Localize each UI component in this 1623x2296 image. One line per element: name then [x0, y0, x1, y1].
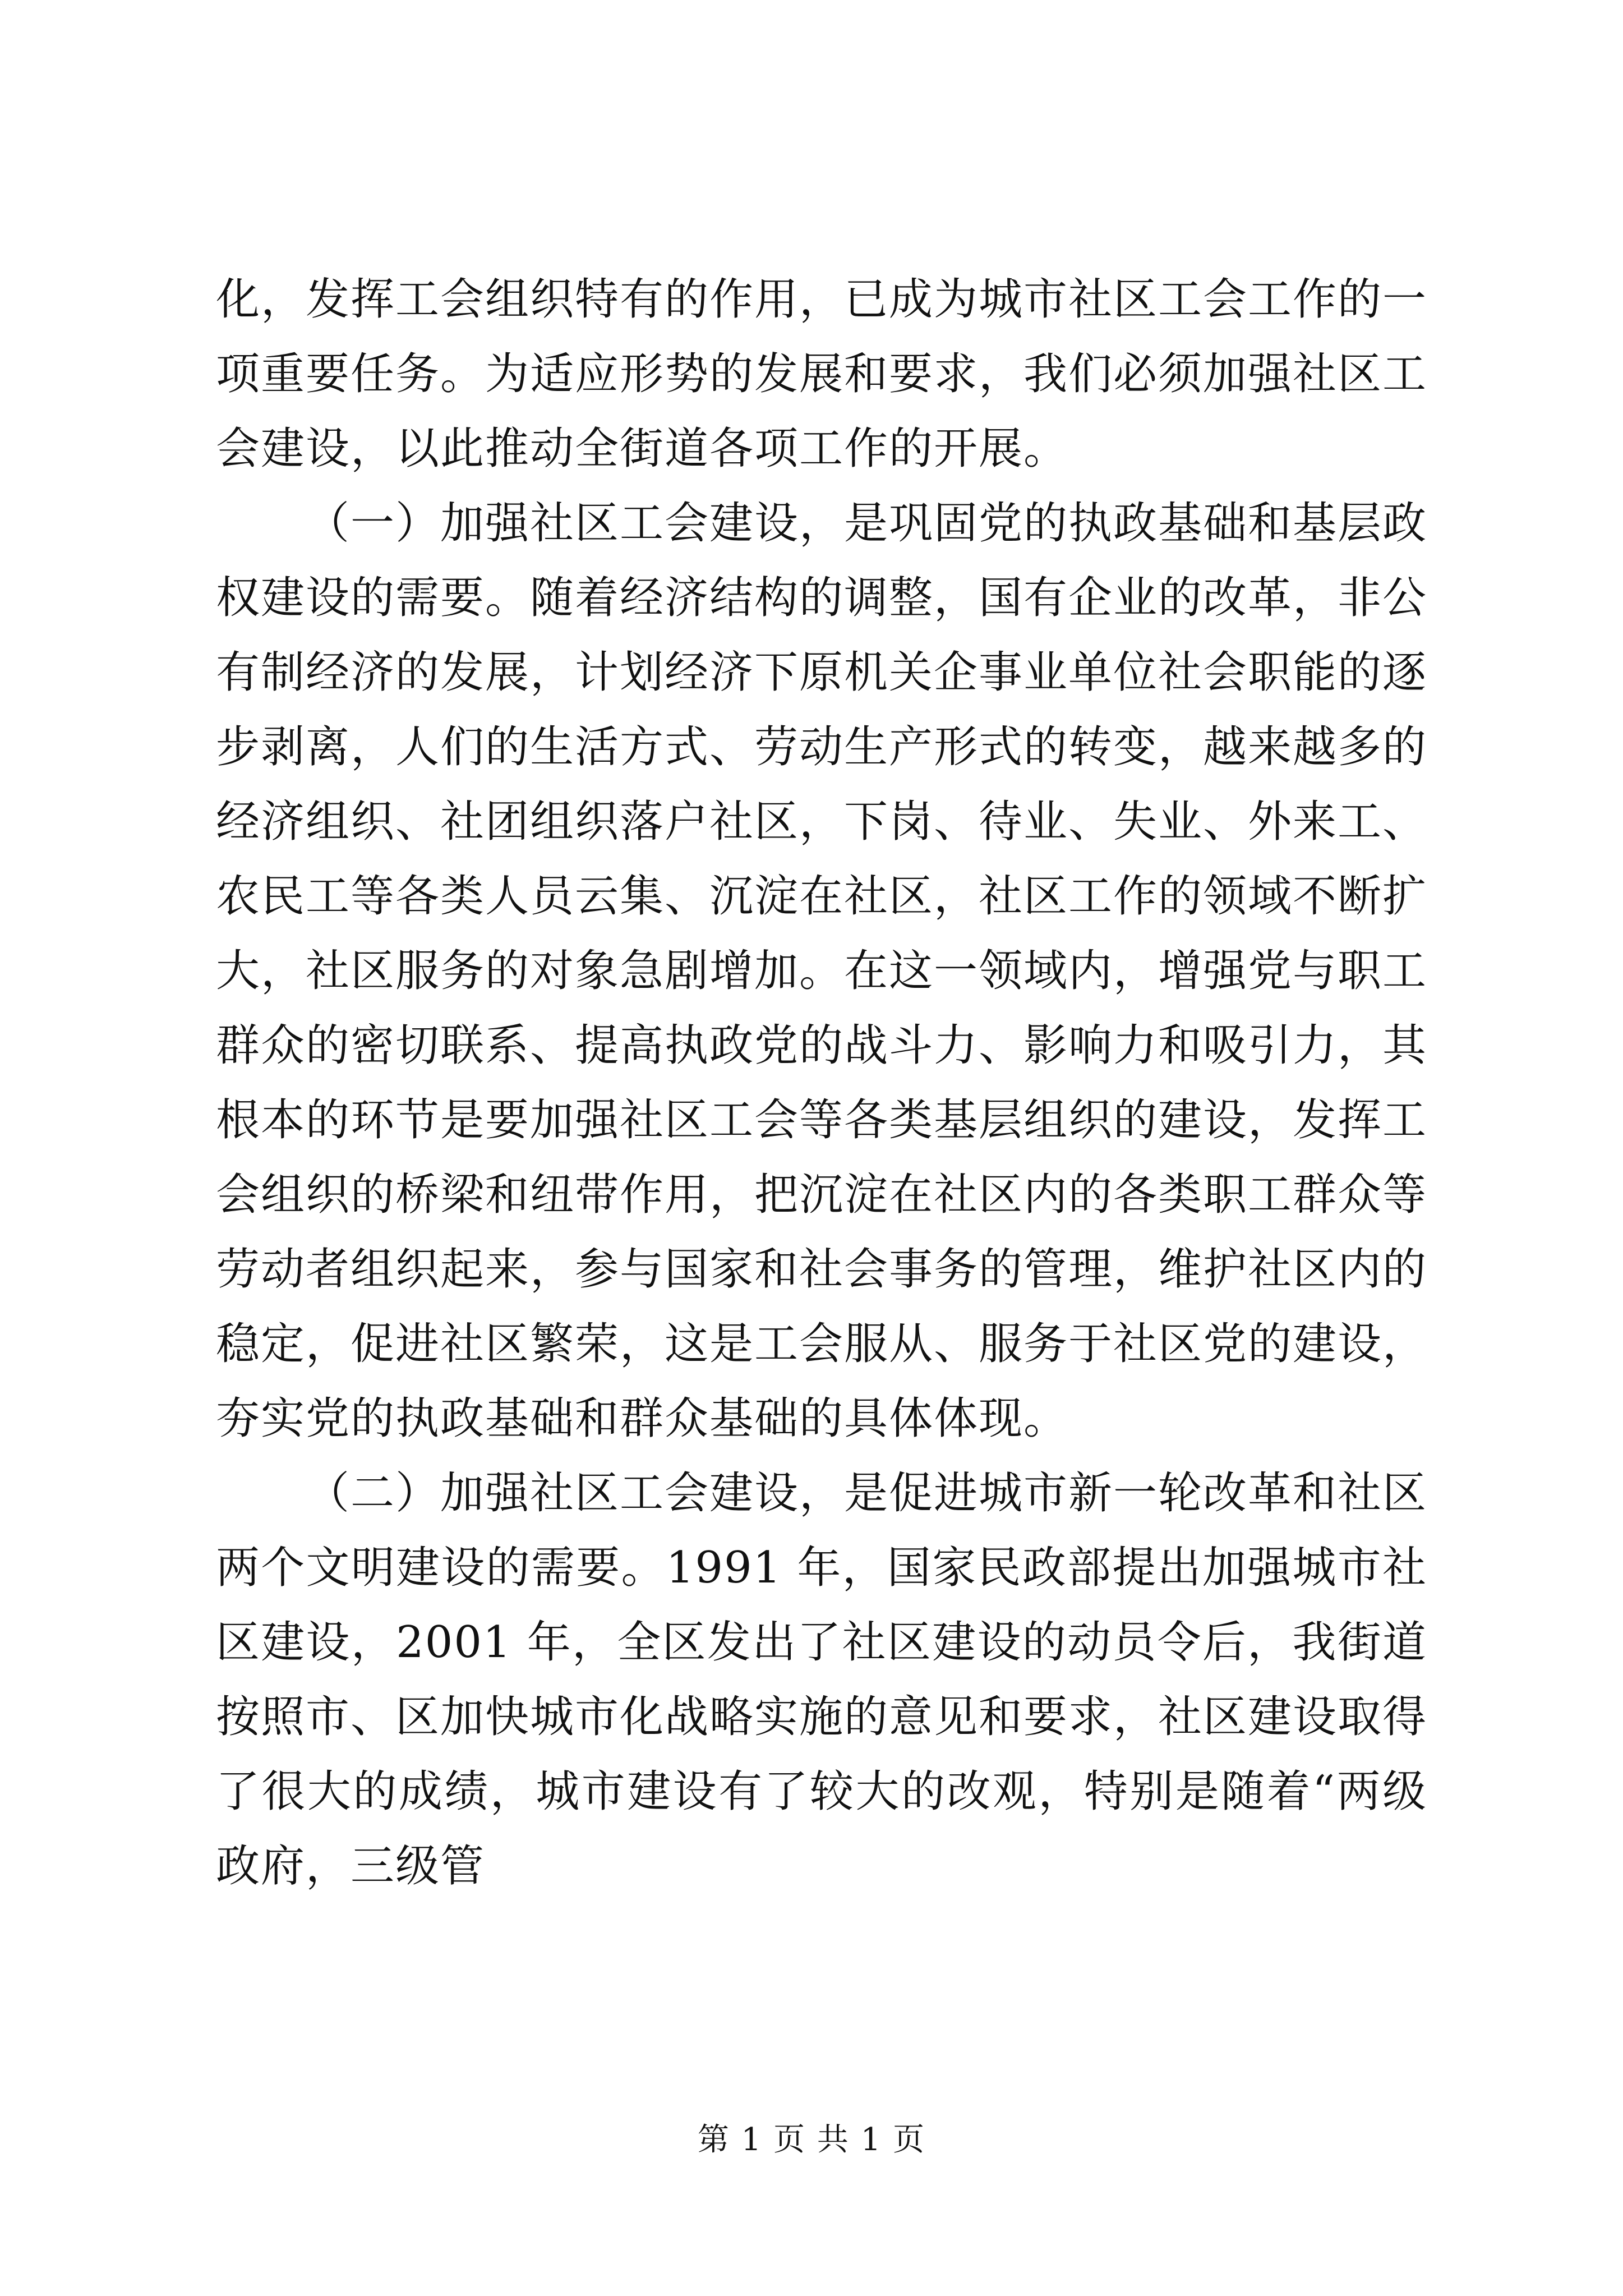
- page-footer: 第 1 页 共 1 页: [697, 2122, 926, 2158]
- paragraph-continuation: 化，发挥工会组织特有的作用，已成为城市社区工会工作的一项重要任务。为适应形势的发展和要求，我们必须加强社区工会建设，以此推动全街道各项工作的开展。: [216, 274, 1428, 474]
- paragraph-section-one: （一）加强社区工会建设，是巩固党的执政基础和基层政权建设的需要。随着经济结构的调整，国有企业的改革，非公有制经济的发展，计划经济下原机关企事业单位社会职能的逐步剥离，人们的生活方式、劳动生产形式的转变，越来越多的经济组织、社团组织落户社区，下岗、待业、失业、外来工、农民工等各类人员云集、沉淀在社区，社区工作的领域不断扩大，社区服务的对象急剧增加。在这一领域内，增强党与职工群众的密切联系、提高执政党的战斗力、影响力和吸引力，其根本的环节是要加强社区工会等各类基层组织的建设，发挥工会组织的桥梁和纽带作用，把沉淀在社区内的各类职工群众等劳动者组织起来，参与国家和社会事务的管理，维护社区内的稳定，促进社区繁荣，这是工会服从、服务于社区党的建设，夯实党的执政基础和群众基础的具体体现。: [216, 498, 1428, 1444]
- paragraph-section-two: （二）加强社区工会建设，是促进城市新一轮改革和社区两个文明建设的需要。1991 年，国家民政部提出加强城市社区建设，2001 年，全区发出了社区建设的动员令后，我街道按照市、区加快城市化战略实施的意见和要求，社区建设取得了很大的成绩，城市建设有了较大的改观，特别是随着“两级政府，三级管: [216, 1468, 1428, 1892]
- document-body: [216, 263, 1427, 1904]
